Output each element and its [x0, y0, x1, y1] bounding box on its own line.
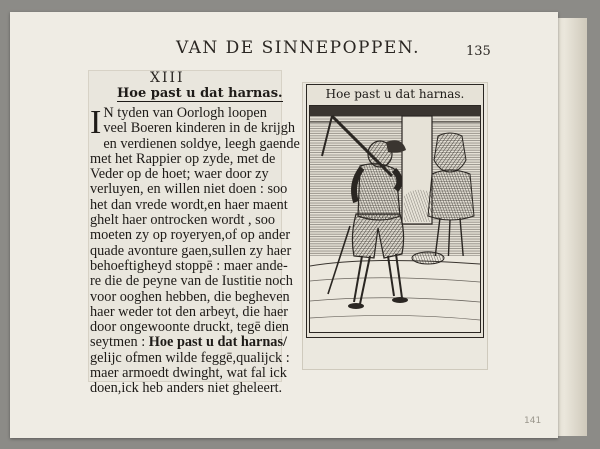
text-line: doen,ick heb anders niet gheleert. [90, 380, 283, 397]
running-head: VAN DE SINNEPOPPEN. [176, 38, 420, 58]
plate-caption: Hoe past u dat harnas. [325, 87, 465, 101]
text-line: door ongewoonte druckt, tegē dien [90, 319, 289, 336]
emblem-number: XIII [150, 70, 185, 86]
text-line: re die de peyne van de Iustitie noch [90, 273, 293, 290]
emblem-motto: Hoe past u dat harnas. [117, 86, 283, 101]
text-line: maer armoedt dwinght, wat fal ick [90, 365, 287, 382]
text-line: gelijc ofmen wilde feggē,qualijck : [90, 349, 290, 366]
engraving-plate [306, 84, 484, 338]
inline-motto: Hoe past u dat harnas/ [148, 334, 287, 351]
drop-capital: I [90, 104, 102, 141]
text-line: moeten zy op royeryen,of op ander [90, 227, 291, 244]
engraving-illustration [309, 105, 481, 333]
text-line: het dan vrede wordt,en haer maent [90, 196, 288, 213]
text-line: verluyen, en willen niet doen : soo [90, 181, 288, 198]
catalog-number: 141 [524, 416, 542, 426]
farmer-trying-armour-illustration [310, 106, 480, 332]
text-line-with-motto [90, 334, 287, 351]
text-line-prefix: seytmen : [90, 334, 149, 351]
text-line: quade avonture gaen,sullen zy haer [90, 242, 292, 259]
text-line: behoeftigheyd stoppē : maer ande- [90, 257, 288, 274]
text-line: veel Boeren kinderen in de krijgh [103, 120, 296, 137]
text-line: Veder op de hoet; waer door zy [90, 166, 269, 183]
text-line: ghelt haer ontrocken wordt , soo [90, 212, 276, 229]
text-line: haer weder tot den arbeyt, die haer [90, 303, 289, 320]
text-line: voor ooghen hebben, die begheven [90, 288, 290, 305]
page-number: 135 [466, 44, 491, 59]
text-line: en verdienen soldye, leegh gaende [103, 135, 300, 152]
emblem-text [90, 104, 300, 397]
text-line: met het Rappier op zyde, met de [90, 150, 276, 167]
text-line: N tyden van Oorlogh loopen [103, 105, 267, 121]
